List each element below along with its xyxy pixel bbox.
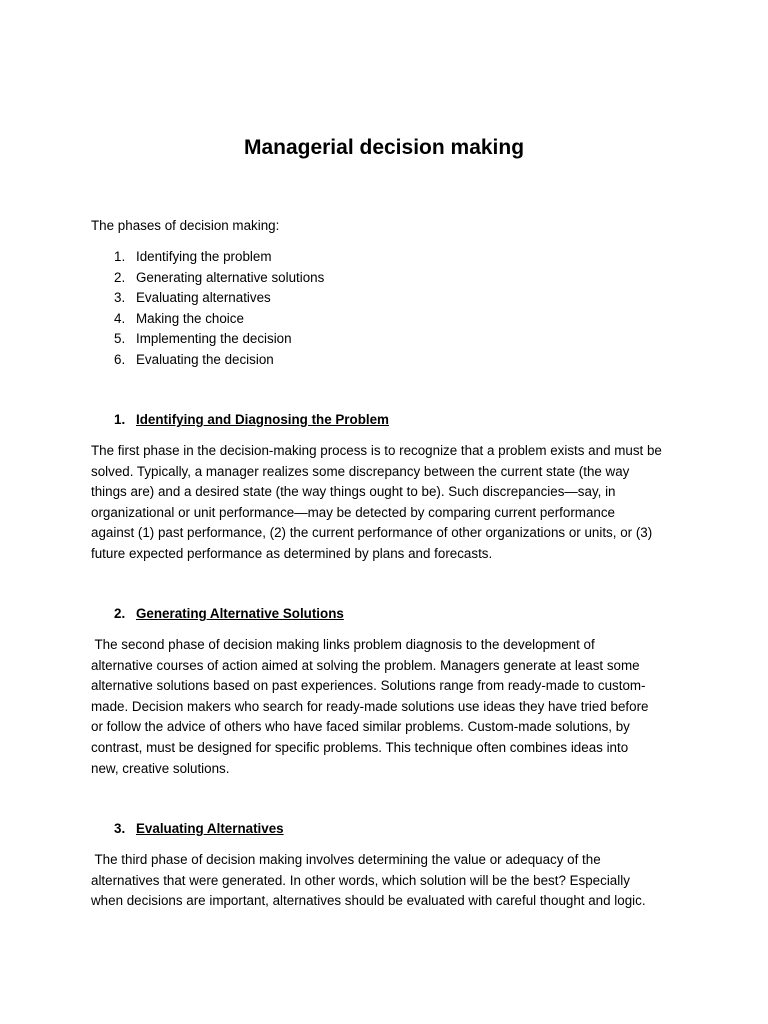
- section-heading-2: [91, 604, 344, 624]
- section-number: 2.: [114, 606, 126, 621]
- section-heading-text: Generating Alternative Solutions: [136, 606, 344, 621]
- paragraph-line: The third phase of decision making involves determining the value or adequacy of the: [91, 852, 601, 867]
- paragraph-line: or follow the advice of others who have faced similar problems. Custom-made solutions, by: [91, 719, 630, 735]
- paragraph-line: contrast, must be designed for specific problems. This technique often combines ideas into: [91, 739, 629, 755]
- list-number: 5.: [114, 331, 126, 346]
- list-item-label: Generating alternative solutions: [136, 269, 325, 285]
- section-paragraph-2: [91, 635, 681, 779]
- list-item: [91, 247, 324, 268]
- paragraph-line: made. Decision makers who search for ready-made solutions use ideas they have tried before: [91, 698, 649, 714]
- section-heading-3: [91, 819, 284, 839]
- section-paragraph-1: [91, 441, 681, 565]
- paragraph-line: when decisions are important, alternatives should be evaluated with careful thought and logic.: [91, 893, 646, 909]
- list-number: 6.: [114, 351, 126, 367]
- list-number: 2.: [114, 269, 126, 285]
- list-item: [91, 268, 324, 289]
- paragraph-line: against (1) past performance, (2) the current performance of other organizations or units, or (3): [91, 525, 653, 541]
- paragraph-line: The first phase in the decision-making process is to recognize that a problem exists and must be: [91, 443, 662, 458]
- section-number: 1.: [114, 412, 126, 427]
- section-heading-text: Identifying and Diagnosing the Problem: [136, 412, 389, 427]
- list-item: [91, 288, 324, 309]
- list-number: 4.: [114, 310, 126, 326]
- list-item: [91, 309, 324, 330]
- phase-list: [91, 247, 324, 370]
- list-item-label: Evaluating the decision: [136, 351, 274, 367]
- list-item-label: Implementing the decision: [136, 331, 292, 346]
- paragraph-line: organizational or unit performance—may be detected by comparing current performance: [91, 504, 615, 520]
- paragraph-line: future expected performance as determined by plans and forecasts.: [91, 545, 493, 561]
- list-number: 3.: [114, 290, 126, 305]
- paragraph-line: new, creative solutions.: [91, 760, 230, 776]
- paragraph-line: alternatives that were generated. In other words, which solution will be the best? Especially: [91, 872, 630, 888]
- list-item-label: Identifying the problem: [136, 249, 272, 264]
- section-paragraph-3: [91, 850, 681, 912]
- intro-text: The phases of decision making:: [91, 218, 280, 233]
- paragraph-line: alternative solutions based on past experiences. Solutions range from ready-made to custom-: [91, 678, 646, 694]
- paragraph-line: things are) and a desired state (the way things ought to be). Such discrepancies—say, in: [91, 484, 616, 500]
- paragraph-line: alternative courses of action aimed at solving the problem. Managers generate at least some: [91, 657, 640, 673]
- paragraph-line: solved. Typically, a manager realizes some discrepancy between the current state (the way: [91, 463, 630, 479]
- list-item: [91, 329, 324, 350]
- section-heading-1: [91, 410, 389, 430]
- list-item-label: Making the choice: [136, 310, 244, 326]
- list-item-label: Evaluating alternatives: [136, 290, 271, 305]
- section-number: 3.: [114, 821, 126, 836]
- list-number: 1.: [114, 249, 126, 264]
- section-heading-text: Evaluating Alternatives: [136, 821, 284, 836]
- page-title: Managerial decision making: [243, 136, 525, 159]
- paragraph-line: The second phase of decision making links problem diagnosis to the development of: [91, 637, 595, 652]
- list-item: [91, 350, 324, 371]
